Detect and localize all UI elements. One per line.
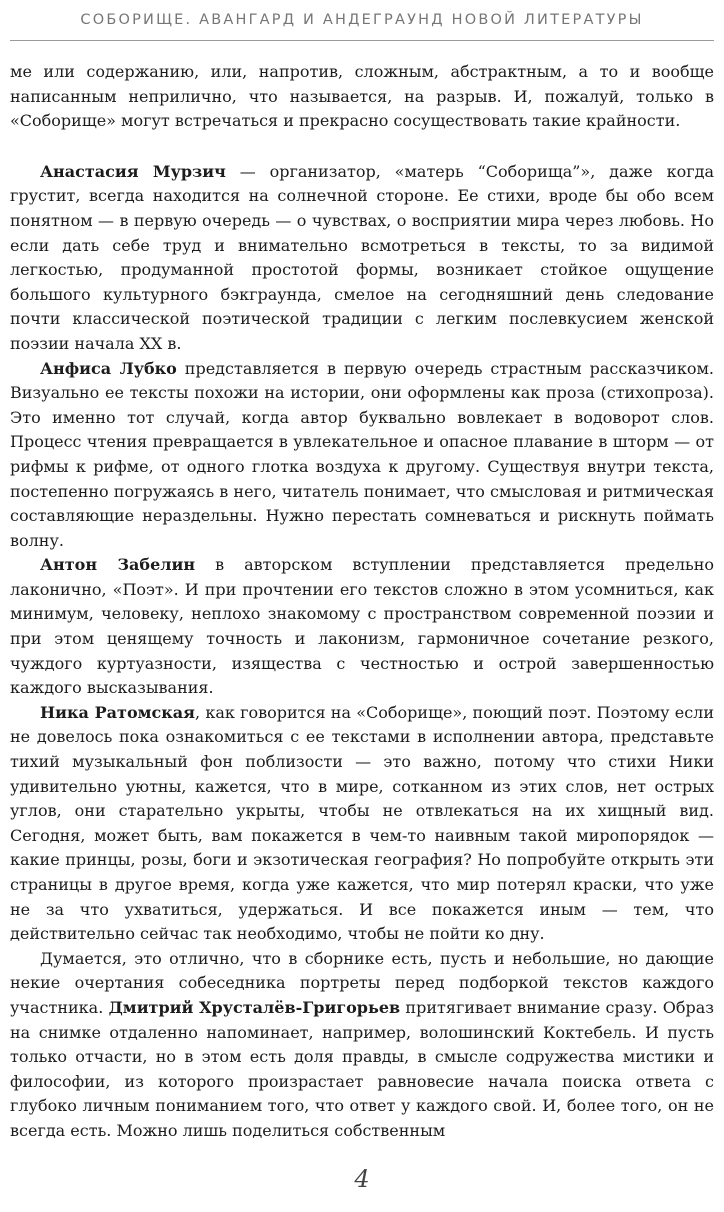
paragraph-continued: [10, 60, 714, 134]
paragraph-text: , как говорится на «Соборище», поющий поэт. Поэтому если не довелось пока ознакомиться с ее текстами в исполнении автора, представьте тихий музыкальный фон поблизости — это важно, потому что стихи Ники удивительно уютны, кажется, что в мире, сотканном из этих слов, нет острых углов, они старательно укрыты, чтобы не отвлекаться на их хищный вид. Сегодня, может быть, вам покажется в чем-то наивным такой миропорядок — какие принцы, розы, боги и экзотическая география? Но попробуйте открыть эти страницы в другое время, когда уже кажется, что мир потерял краски, что уже не за что ухватиться, удержаться. И все покажется иным — тем, что действительно сейчас так необходимо, чтобы не пойти ко дну.: [10, 702, 715, 944]
paragraph-lead: Думается, это отлично, что в сборнике есть, пусть и небольшие, но дающие некие очертания собеседника портреты перед подборкой текстов каждого участника.: [10, 948, 714, 1017]
page-number: 4: [354, 1165, 370, 1193]
running-title: СОБОРИЩЕ. АВАНГАРД И АНДЕГРАУНД НОВОЙ ЛИТЕРАТУРЫ: [80, 12, 644, 28]
paragraph-text: притягивает внимание сразу. Образ на снимке отдаленно напоминает, например, волошинский Коктебель. И пусть только отчасти, но в этом есть доля правды, в смысле содружества мистики и философии, из которого произрастает равновесие начала поиска ответа с глубоко личным пониманием того, что ответ у каждого свой. И, более того, он не всегда есть. Можно лишь поделиться собственным: [10, 997, 714, 1140]
author-name: Анфиса Лубко: [40, 358, 177, 378]
paragraph-text: представляется в первую очередь страстным рассказчиком. Визуально ее тексты похожи на истории, они оформлены как проза (стихопроза). Это именно тот случай, когда автор буквально вовлекает в водоворот слов. Процесс чтения превращается в увлекательное и опасное плавание в шторм — от рифмы к рифме, от одного глотка воздуха к другому. Существуя внутри текста, постепенно погружаясь в него, читатель понимает, что смысловая и ритмическая составляющие нераздельны. Нужно перестать сомневаться и рискнуть поймать волну.: [10, 358, 714, 550]
paragraph-text: ме или содержанию, или, напротив, сложным, абстрактным, а то и вообще написанным неприлично, что называется, на разрыв. И, пожалуй, только в «Соборище» могут встречаться и прекрасно сосуществовать такие крайности.: [10, 62, 714, 131]
paragraph-text: в авторском вступлении представляется предельно лаконично, «Поэт». И при прочтении его текстов сложно в этом усомниться, как минимум, человеку, неплохо знакомому с пространством современной поэзии и при этом ценящему точность и лаконизм, гармоничное сочетание резкого, чуждого куртуазности, изящества с честностью и острой завершенностью каждого высказывания.: [10, 555, 715, 698]
paragraph-text: — организатор, «матерь “Соборища”», даже когда грустит, всегда находится на солнечной стороне. Ее стихи, вроде бы обо всем понятном — в первую очередь — о чувствах, о восприятии мира через любовь. Но если дать себе труд и внимательно всмотреться в тексты, то за видимой легкостью, продуманной простотой формы, возникает стойкое ощущение большого культурного бэкграунда, смелое на сегодняшний день следование почти классической поэтической традиции с легким послевкусием женской поэзии начала XX в.: [10, 161, 715, 353]
paragraph-ratomskaya: [10, 701, 714, 947]
paragraph-khrustalev: [10, 947, 714, 1144]
paragraph-murzich: [10, 160, 714, 357]
author-name: Антон Забелин: [40, 555, 196, 575]
paragraph-zabelin: [10, 553, 714, 701]
paragraph-lubko: [10, 357, 714, 554]
running-header: [0, 0, 724, 36]
author-name: Анастасия Мурзич: [40, 161, 226, 181]
author-name: Дмитрий Хрусталёв-Григорьев: [108, 997, 401, 1017]
author-name: Ника Ратомская: [40, 702, 195, 722]
header-rule: [10, 40, 714, 41]
page-body: [10, 60, 714, 1144]
